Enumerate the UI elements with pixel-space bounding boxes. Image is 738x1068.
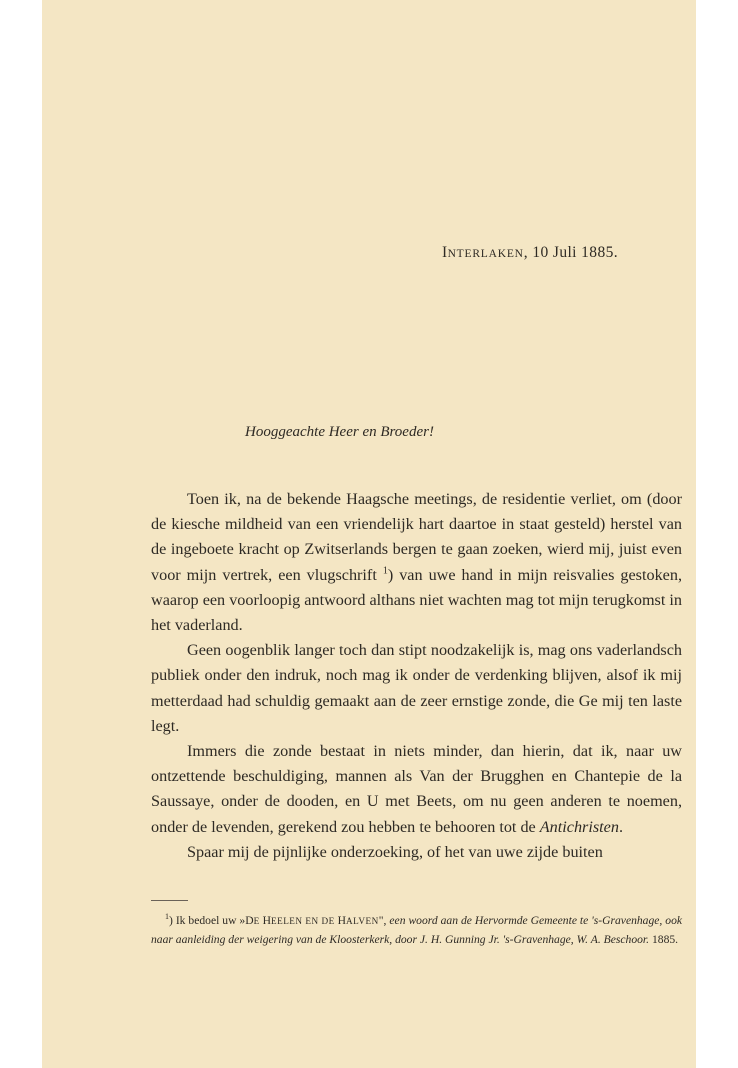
- footnote-title: DE HEELEN EN DE HALVEN: [245, 914, 379, 927]
- footnote-mark: 1: [165, 912, 169, 922]
- dateline-place: NTERLAKEN: [447, 248, 524, 260]
- italic-term: Antichristen: [539, 817, 619, 836]
- dateline-date: , 10 Juli 1885.: [523, 244, 619, 261]
- footnote-divider: [151, 900, 188, 901]
- book-page: [42, 0, 696, 1068]
- dateline: [442, 244, 618, 262]
- dateline-initial: I: [442, 244, 448, 261]
- footnote-year: 1885.: [651, 932, 679, 946]
- paragraph-3: Immers die zonde bestaat in niets minder, dan hierin, dat ik, naar uw ontzettende beschuldiging, mannen als Van der Brugghen en Chantepie de la Saussaye, onder de dooden, en U met Beets, om nu geen anderen te noemen, onder de levenden, gerekend zou hebben te behooren tot de Antichristen.: [151, 742, 682, 836]
- footnote: $^1$) Ik bedoel uw »DE HEELEN EN DE HALVEN", een woord aan de Hervormde Gemeente te 's-Gravenhage, ook naar aanleiding der weigering van de Kloosterkerk, door J. H. Gunning Jr. 's-Gravenhage, W. A. Beschoor. 1885.: [151, 912, 683, 946]
- paragraph-4: Spaar mij de pijnlijke onderzoeking, of het van uwe zijde buiten: [187, 842, 603, 861]
- letter-body: [151, 487, 682, 865]
- footnote-ref: 1: [382, 565, 388, 577]
- footnote-citation: een woord aan de Hervormde Gemeente te 's-Gravenhage, ook naar aanleiding der weigering van de Kloosterkerk, door J. H. Gunning Jr. 's-Gravenhage, W. A. Beschoor.: [151, 914, 683, 946]
- paragraph-2: Geen oogenblik langer toch dan stipt noodzakelijk is, mag ons vaderlandsch publiek onder den indruk, noch mag ik onder de verdenking blijven, alsof ik mij metterdaad had schuldig gemaakt aan de zeer ernstige zonde, die Ge mij ten laste legt.: [151, 641, 682, 735]
- salutation: Hooggeachte Heer en Broeder!: [245, 424, 434, 440]
- paragraph-1: Toen ik, na de bekende Haagsche meetings, de residentie verliet, om (door de kiesche mildheid van een vriendelijk hart daartoe in staat gesteld) herstel van de ingeboete kracht op Zwitserlands bergen te gaan zoeken, wierd mij, juist even voor mijn vertrek, een vlugschrift $^1$) van uwe hand in mijn reisvalies gestoken, waarop een voorloopig antwoord althans niet wachten mag tot mijn terugkomst in het vaderland.: [151, 490, 682, 635]
